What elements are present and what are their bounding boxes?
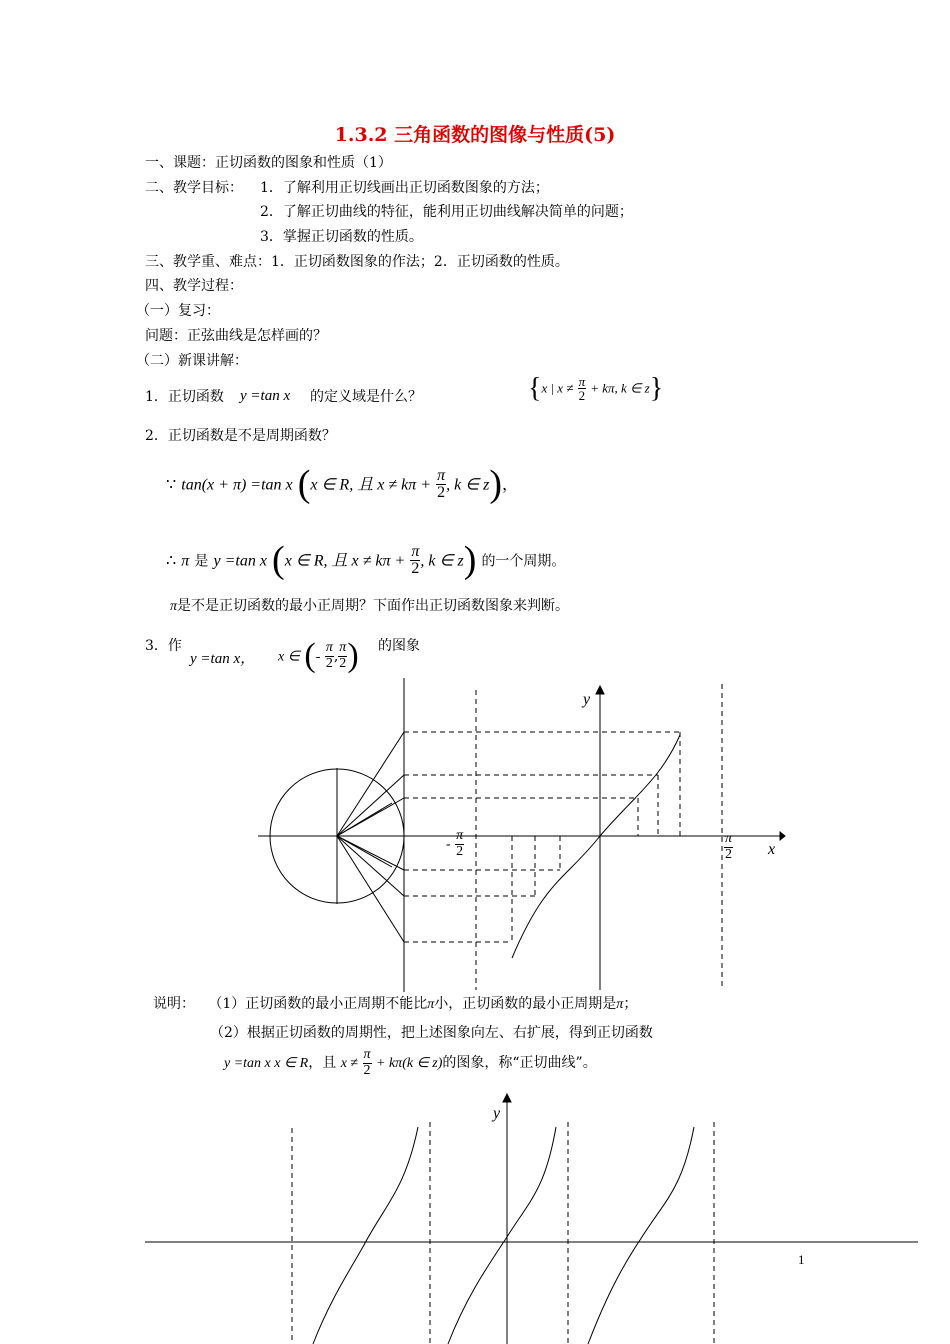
q1-answer: {x | x ≠ $\frac{\pi}{2}$ + kπ, k ∈ z} — [528, 373, 664, 404]
process-heading: 四、教学过程： — [145, 278, 243, 294]
q3-suffix: 的图象 — [378, 638, 420, 654]
goals-label: 二、教学目标： — [145, 180, 243, 196]
q1-prefix: 1．正切函数 — [145, 389, 224, 405]
graph1-neg-half-pi: - $\frac{\pi}{2}$ — [446, 828, 464, 859]
q3-func: y =tan x， — [190, 651, 256, 667]
q1-func: y =tan x — [240, 388, 291, 404]
min-period-question: π是不是正切函数的最小正周期？下面作出正切函数图象来判断。 — [170, 598, 570, 614]
tan-branch-left — [313, 1127, 418, 1344]
graph1-y-label: y — [583, 691, 591, 708]
topic-line: 一、课题：正切函数的图象和性质（1） — [145, 155, 392, 171]
tan-branch-center — [448, 1127, 556, 1344]
q3-prefix: 3．作 — [145, 638, 182, 654]
note-line-1: 说明： （1）正切函数的最小正周期不能比π小，正切函数的最小正周期是π； — [153, 996, 638, 1012]
note-line-3: y =tan x x ∈ R，且 x ≠ $\frac{\pi}{2}$ + kπ(k ∈ z)的图象，称“正切曲线”。 — [224, 1047, 597, 1078]
new-lesson-heading: （二）新课讲解： — [136, 353, 248, 369]
page-number: 1 — [798, 1252, 805, 1267]
q2: 2．正切函数是不是周期函数？ — [145, 428, 336, 444]
identity-line: ∵ tan(x + π) =tan x (x ∈ R, 且 x ≠ kπ + $\frac{\pi}{2}$ , k ∈ z)， — [166, 463, 519, 505]
graph1-x-label: x — [768, 841, 776, 858]
q1-suffix: 的定义域是什么？ — [310, 389, 422, 405]
graph2-y-label: y — [493, 1105, 501, 1122]
page-title: 1.3.2 三角函数的图像与性质(5) — [334, 124, 616, 146]
graph2-y-arrow — [503, 1094, 511, 1102]
therefore-line: ∴ π 是 y =tan x (x ∈ R, 且 x ≠ kπ + $\frac{\pi}{2}$ , k ∈ z) 的一个周期。 — [166, 539, 566, 581]
goal-1: 1．了解利用正切线画出正切函数图象的方法； — [260, 180, 549, 196]
q3-domain: x ∈ (- $\frac{\pi}{2}$ , $\frac{\pi}{2}$ ) — [278, 637, 359, 674]
note-line-2: （2）根据正切函数的周期性，把上述图象向左、右扩展，得到正切函数 — [210, 1025, 653, 1041]
goal-2: 2．了解正切曲线的特征，能利用正切曲线解决简单的问题； — [260, 204, 633, 220]
asymptotes — [292, 1122, 714, 1344]
review-question: 问题：正弦曲线是怎样画的？ — [145, 328, 327, 344]
goal-3: 3．掌握正切函数的性质。 — [260, 229, 423, 245]
review-heading: （一）复习： — [136, 303, 220, 319]
tan-branch-right — [588, 1127, 694, 1344]
graph1-half-pi: $\frac{\pi}{2}$ — [725, 831, 733, 862]
key-points: 三、教学重、难点：1．正切函数图象的作法；2．正切函数的性质。 — [145, 254, 569, 270]
